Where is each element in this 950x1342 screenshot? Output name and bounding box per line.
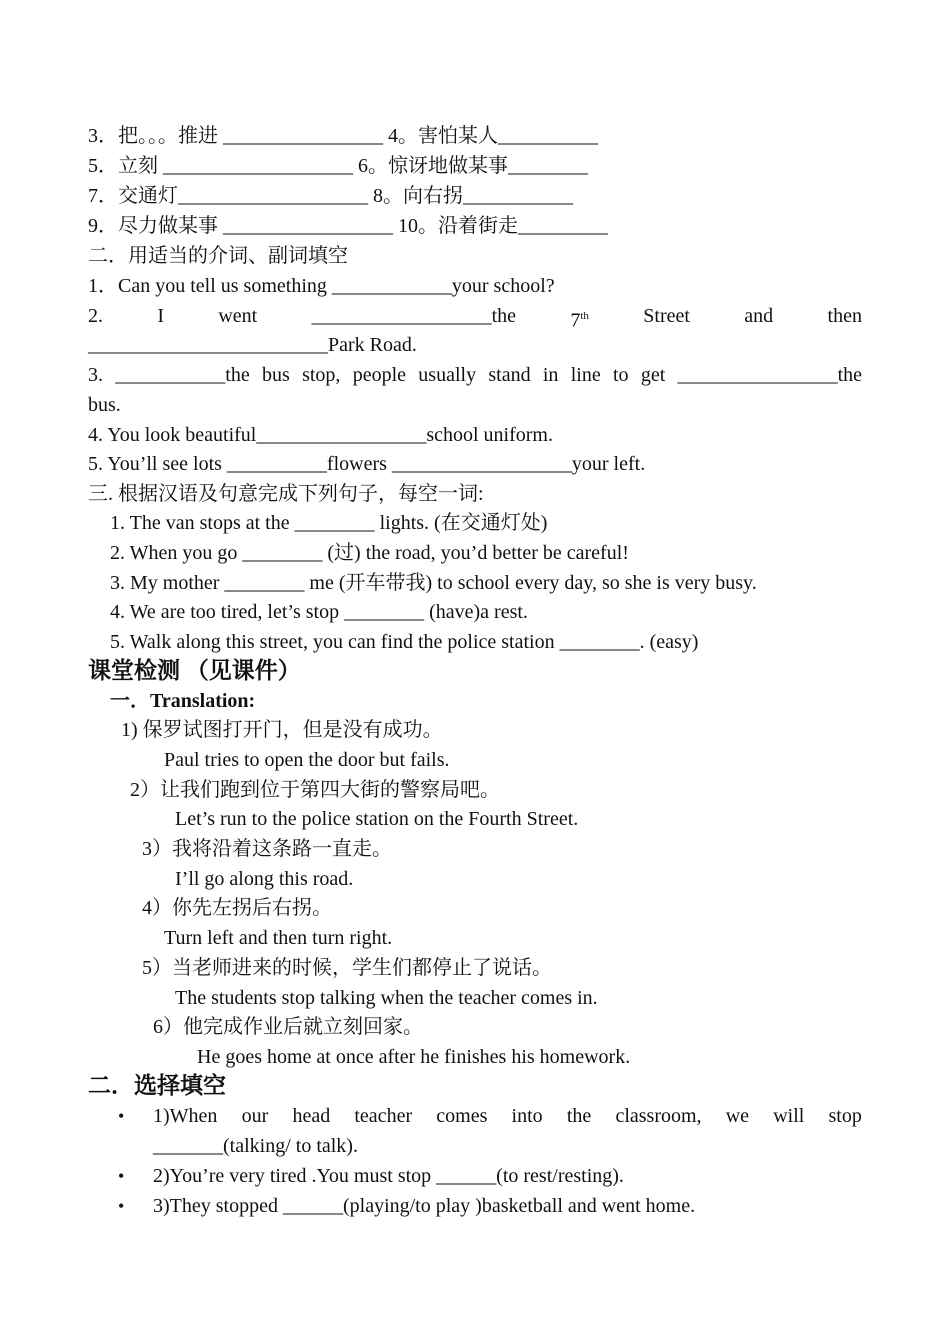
translation-heading: 一．Translation: — [110, 690, 256, 712]
vocab-line-3-4: 3．把。。。推进 ________________ 4。害怕某人__________ — [88, 125, 598, 147]
translation-en-2: Let’s run to the police station on the Fourth Street. — [175, 808, 579, 830]
choice-question-3: 3)They stopped ______(playing/to play )basketball and went home. — [153, 1195, 696, 1217]
section3-item-2: 2. When you go ________ (过) the road, you’d better be careful! — [110, 542, 629, 564]
translation-cn-4: 4）你先左拐后右拐。 — [142, 897, 332, 919]
bullet-icon: • — [118, 1106, 125, 1126]
translation-en-3: I’ll go along this road. — [175, 868, 354, 890]
q1-word: stop — [828, 1105, 862, 1127]
vocab-line-7-8: 7．交通灯___________________ 8。向右拐___________ — [88, 185, 573, 207]
section3-item-4: 4. We are too tired, let’s stop ________ (have)a rest. — [110, 601, 528, 623]
translation-cn-6: 6）他完成作业后就立刻回家。 — [153, 1016, 423, 1038]
bullet-icon: • — [118, 1196, 125, 1216]
q1-word: 1)When — [153, 1105, 218, 1127]
choice-question-1 — [153, 1102, 862, 1130]
translation-en-6: He goes home at once after he finishes his homework. — [197, 1046, 631, 1068]
section2-question-3: 3. ___________the bus stop, people usually stand in line to get ________________the — [88, 364, 862, 386]
translation-cn-1: 1) 保罗试图打开门，但是没有成功。 — [121, 719, 443, 741]
section3-heading: 三. 根据汉语及句意完成下列句子，每空一词: — [88, 483, 484, 505]
translation-cn-2: 2）让我们跑到位于第四大街的警察局吧。 — [130, 779, 500, 801]
q2-word: went — [218, 305, 258, 327]
section2-question-3-cont: bus. — [88, 394, 121, 416]
ordinal-suffix: th — [580, 310, 589, 322]
q1-word: comes — [436, 1105, 488, 1127]
q1-word: head — [292, 1105, 331, 1127]
q1-word: into — [511, 1105, 543, 1127]
translation-cn-5: 5）当老师进来的时候，学生们都停止了说话。 — [142, 957, 552, 979]
q2-word: Street — [643, 305, 690, 327]
q1-word: teacher — [354, 1105, 413, 1127]
choice-heading: 二．选择填空 — [88, 1073, 226, 1098]
q2-word-seventh: 7th — [570, 309, 589, 332]
q2-word: 2. — [88, 305, 103, 327]
vocab-line-5-6: 5．立刻 ___________________ 6。惊讶地做某事________ — [88, 155, 588, 177]
vocab-line-9-10: 9．尽力做某事 _________________ 10。沿着街走_________ — [88, 215, 608, 237]
section3-item-1: 1. The van stops at the ________ lights. (在交通灯处) — [110, 512, 548, 534]
section3-item-5: 5. Walk along this street, you can find the police station ________. (easy) — [110, 631, 699, 653]
translation-en-5: The students stop talking when the teacher comes in. — [175, 987, 598, 1009]
check-heading: 课堂检测 （见课件） — [88, 658, 301, 683]
section2-question-5: 5. You’ll see lots __________flowers __________________your left. — [88, 453, 646, 475]
choice-question-2: 2)You’re very tired .You must stop ______(to rest/resting). — [153, 1165, 624, 1187]
section2-question-4: 4. You look beautiful_________________school uniform. — [88, 424, 553, 446]
translation-cn-3: 3）我将沿着这条路一直走。 — [142, 838, 392, 860]
q2-word: __________________the — [311, 305, 517, 327]
section2-question-2-cont: ________________________Park Road. — [88, 334, 417, 356]
q2-word: I — [157, 305, 165, 327]
bullet-icon: • — [118, 1166, 125, 1186]
q1-word: will — [773, 1105, 805, 1127]
q1-word: we — [725, 1105, 750, 1127]
section3-item-3: 3. My mother ________ me (开车带我) to school every day, so she is very busy. — [110, 572, 757, 594]
q2-word: then — [827, 305, 862, 327]
q1-word: classroom, — [615, 1105, 702, 1127]
q1-word: our — [241, 1105, 269, 1127]
section2-question-2 — [88, 302, 862, 330]
section2-question-1: 1．Can you tell us something ____________your school? — [88, 275, 555, 297]
q2-word: and — [744, 305, 774, 327]
section2-heading: 二．用适当的介词、副词填空 — [88, 245, 348, 267]
translation-en-1: Paul tries to open the door but fails. — [164, 749, 450, 771]
translation-en-4: Turn left and then turn right. — [164, 927, 393, 949]
q1-word: the — [566, 1105, 592, 1127]
choice-question-1-cont: _______(talking/ to talk). — [153, 1135, 358, 1157]
